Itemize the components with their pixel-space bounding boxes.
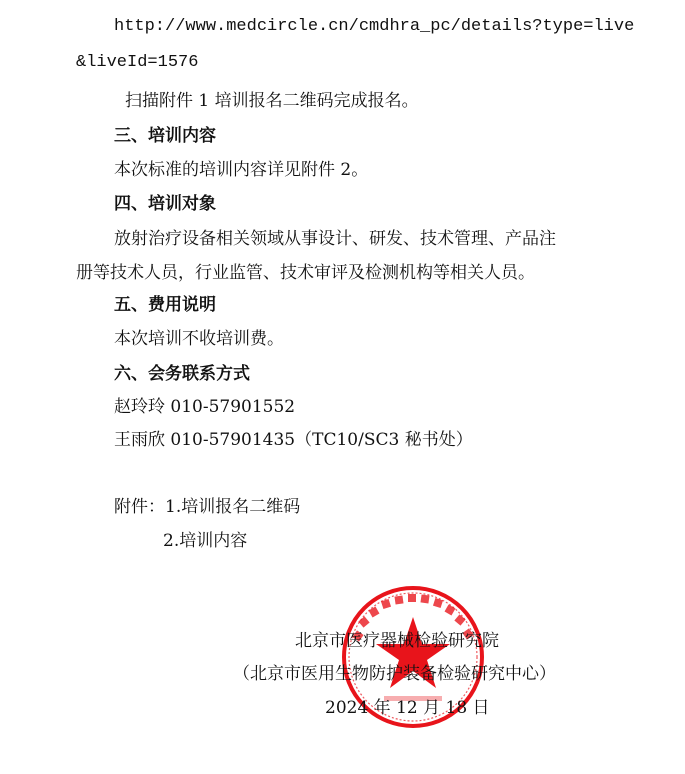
- section-5-heading: 五、费用说明: [114, 295, 216, 315]
- section-4-heading: 四、培训对象: [114, 194, 216, 214]
- section-5-body: 本次培训不收培训费。: [114, 329, 284, 349]
- signature-date: 2024 年 12 月 18 日: [325, 698, 490, 718]
- url-line-1[interactable]: http://www.medcircle.cn/cmdhra_pc/details?type=live: [114, 17, 635, 36]
- section-6-heading: 六、会务联系方式: [114, 364, 250, 384]
- section-3-body: 本次标准的培训内容详见附件 2。: [114, 160, 369, 180]
- signature-org: 北京市医疗器械检验研究院: [295, 631, 499, 651]
- attachments-line-2: 2.培训内容: [163, 531, 248, 551]
- scan-note: 扫描附件 1 培训报名二维码完成报名。: [125, 91, 419, 111]
- signature-org-alt: （北京市医用生物防护装备检验研究中心）: [233, 664, 556, 684]
- url-line-2[interactable]: &liveId=1576: [76, 53, 199, 72]
- section-4-body-line-2: 册等技术人员，行业监管、技术审评及检测机构等相关人员。: [76, 263, 535, 283]
- section-4-body-line-1: 放射治疗设备相关领域从事设计、研发、技术管理、产品注: [114, 229, 556, 249]
- contact-2: 王雨欣 010-57901435（TC10/SC3 秘书处）: [114, 430, 473, 450]
- section-3-heading: 三、培训内容: [114, 126, 216, 146]
- contact-1: 赵玲玲 010-57901552: [114, 397, 296, 417]
- attachments-line-1: 附件：1.培训报名二维码: [114, 497, 301, 517]
